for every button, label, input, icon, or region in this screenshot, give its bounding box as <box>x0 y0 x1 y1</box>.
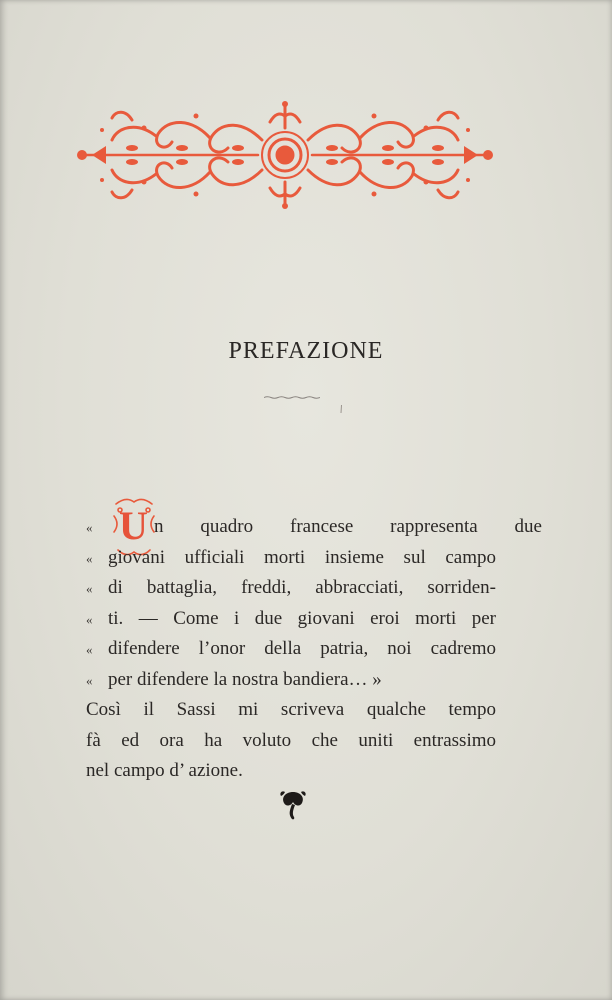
text-line <box>86 634 496 665</box>
text-line <box>86 756 516 787</box>
line-text: ti. — Come i due giovani eroi morti per <box>108 607 496 629</box>
text-line <box>86 543 496 574</box>
paper-speck <box>340 405 343 413</box>
page-title: PREFAZIONE <box>228 338 384 364</box>
guillemet: « <box>86 520 93 535</box>
fleuron-icon <box>278 788 308 822</box>
guillemet: « <box>86 672 93 688</box>
line-text: per difendere la nostra bandiera… » <box>108 668 382 690</box>
text-line <box>86 665 516 696</box>
line-text: Così il Sassi mi scriveva qualche tempo <box>86 699 496 720</box>
guillemet: « <box>86 581 93 596</box>
guillemet: « <box>86 642 93 657</box>
text-line <box>86 695 496 726</box>
text-line <box>86 573 496 604</box>
dropcap-letter: U <box>119 503 148 548</box>
guillemet: « <box>86 550 93 566</box>
floral-headpiece-ornament <box>72 100 498 210</box>
title-rule-ornament <box>264 396 320 399</box>
line-text: difendere l’onor della patria, noi cadremo <box>108 638 496 659</box>
line-text: giovani ufficiali morti insieme sul campo <box>108 546 496 568</box>
line-text: di battaglia, freddi, abbracciati, sorriden- <box>108 577 496 598</box>
text-line <box>86 503 542 548</box>
guillemet: « <box>86 611 93 627</box>
preface-text <box>86 503 542 787</box>
line-text: nel campo d’ azione. <box>86 760 243 781</box>
line-text: fà ed ora ha voluto che uniti entrassimo <box>86 729 496 751</box>
text-line <box>86 726 496 757</box>
line-text: n quadro francese rappresenta due <box>154 516 542 537</box>
text-line <box>86 604 496 635</box>
